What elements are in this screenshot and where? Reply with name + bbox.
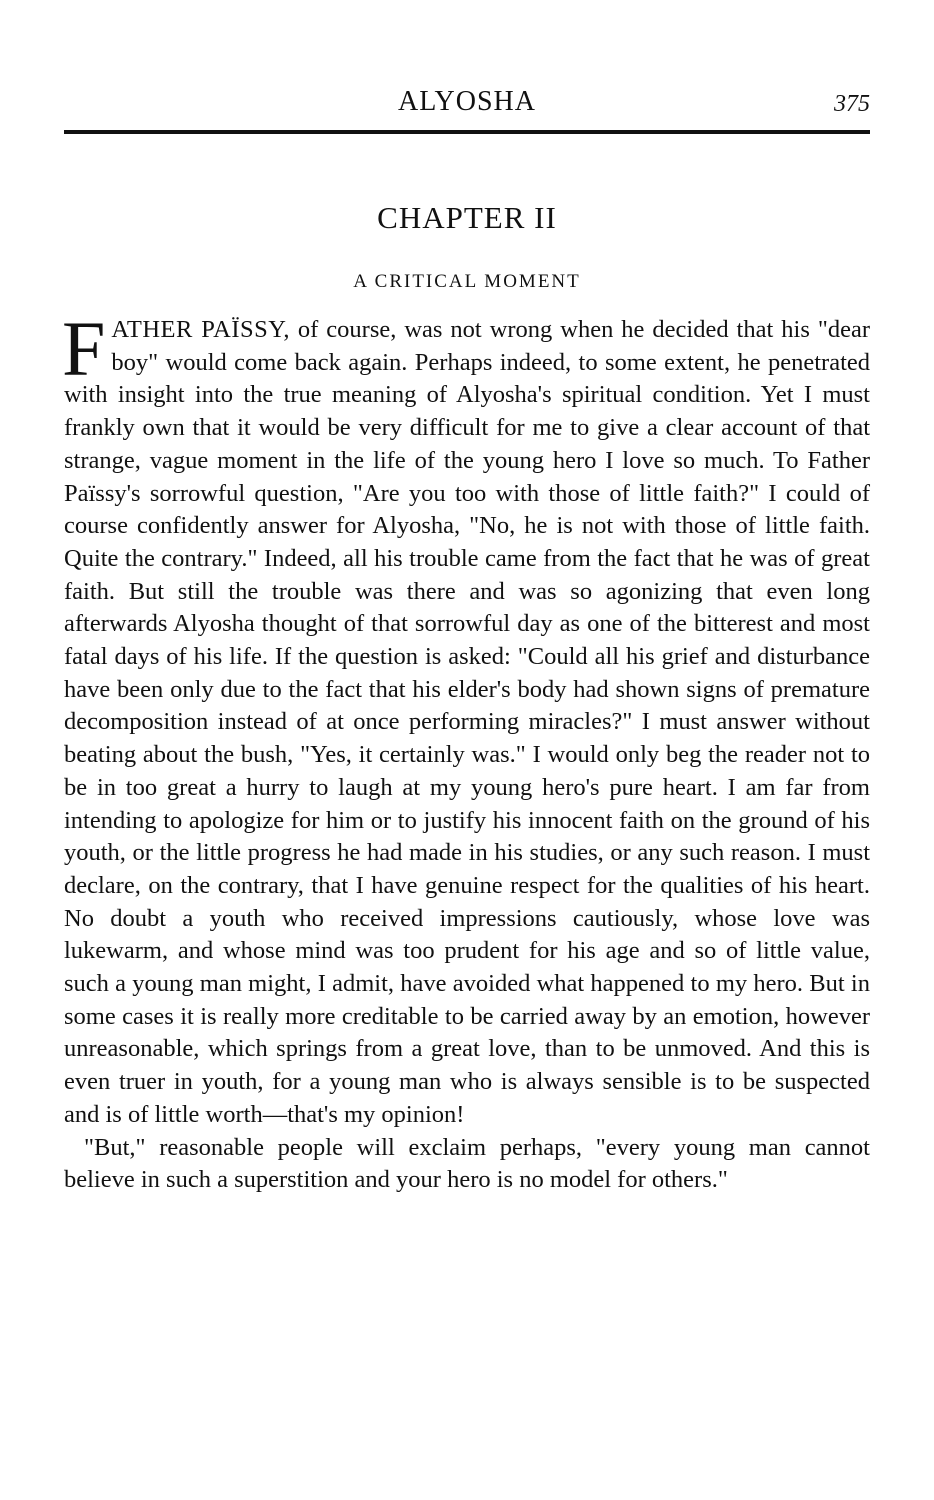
paragraph-1-opening-words: ATHER PAÏSSY,: [111, 316, 290, 343]
chapter-title: CHAPTER II: [377, 200, 557, 235]
running-head: [64, 84, 870, 124]
paragraph-2-text: "But," reasonable people will exclaim perhaps, "every young man cannot believe in such a superstition and your hero is no model for others.": [64, 1133, 870, 1194]
paragraph-1-text: of course, was not wrong when he decided that his "dear boy" would come back again. Perhaps indeed, to some extent, he penetrated with insight into the true meaning of Alyosha's spiritual condition. Yet I must frankly own that it would be very difficult for me to give a clear account of that strange, vague moment in the life of the young hero I love so much. To Father Païssy's sorrowful question, "Are you too with those of little faith?" I could of course confidently answer for Alyosha, "No, he is not with those of little faith. Quite the contrary." Indeed, all his trouble came from the fact that he was of great faith. But still the trouble was there and was so agonizing that even long afterwards Alyosha thought of that sorrowful day as one of the bitterest and most fatal days of his life. If the question is asked: "Could all his grief and disturbance have been only due to the fact that his elder's body had shown signs of premature decomposition instead of at once performing miracles?" I must answer without beating about the bush, "Yes, it certainly was." I would only beg the reader not to be in too great a hurry to laugh at my young hero's pure heart. I am far from intending to apologize for him or to justify his innocent faith on the ground of his youth, or the little progress he had made in his studies, or any such reason. I must declare, on the contrary, that I have genuine respect for the qualities of his heart. No doubt a youth who received impressions cautiously, whose love was lukewarm, and whose mind was too prudent for his age and so of little value, such a young man might, I admit, have avoided what happened to my hero. But in some cases it is really more creditable to be carried away by an emotion, however unreasonable, which springs from a great love, than to be unmoved. And this is even truer in youth, for a young man who is always sensible is to be suspected and is of little worth—that's my opinion!: [64, 316, 870, 1128]
running-title: ALYOSHA: [398, 86, 536, 117]
chapter-subtitle: A CRITICAL MOMENT: [353, 271, 581, 292]
page-number: 375: [834, 91, 870, 117]
paragraph-1: [62, 305, 870, 1132]
paragraph-2: [64, 1132, 870, 1197]
drop-cap: F: [62, 305, 106, 392]
header-rule: [64, 130, 870, 134]
body-text: [62, 305, 870, 1197]
